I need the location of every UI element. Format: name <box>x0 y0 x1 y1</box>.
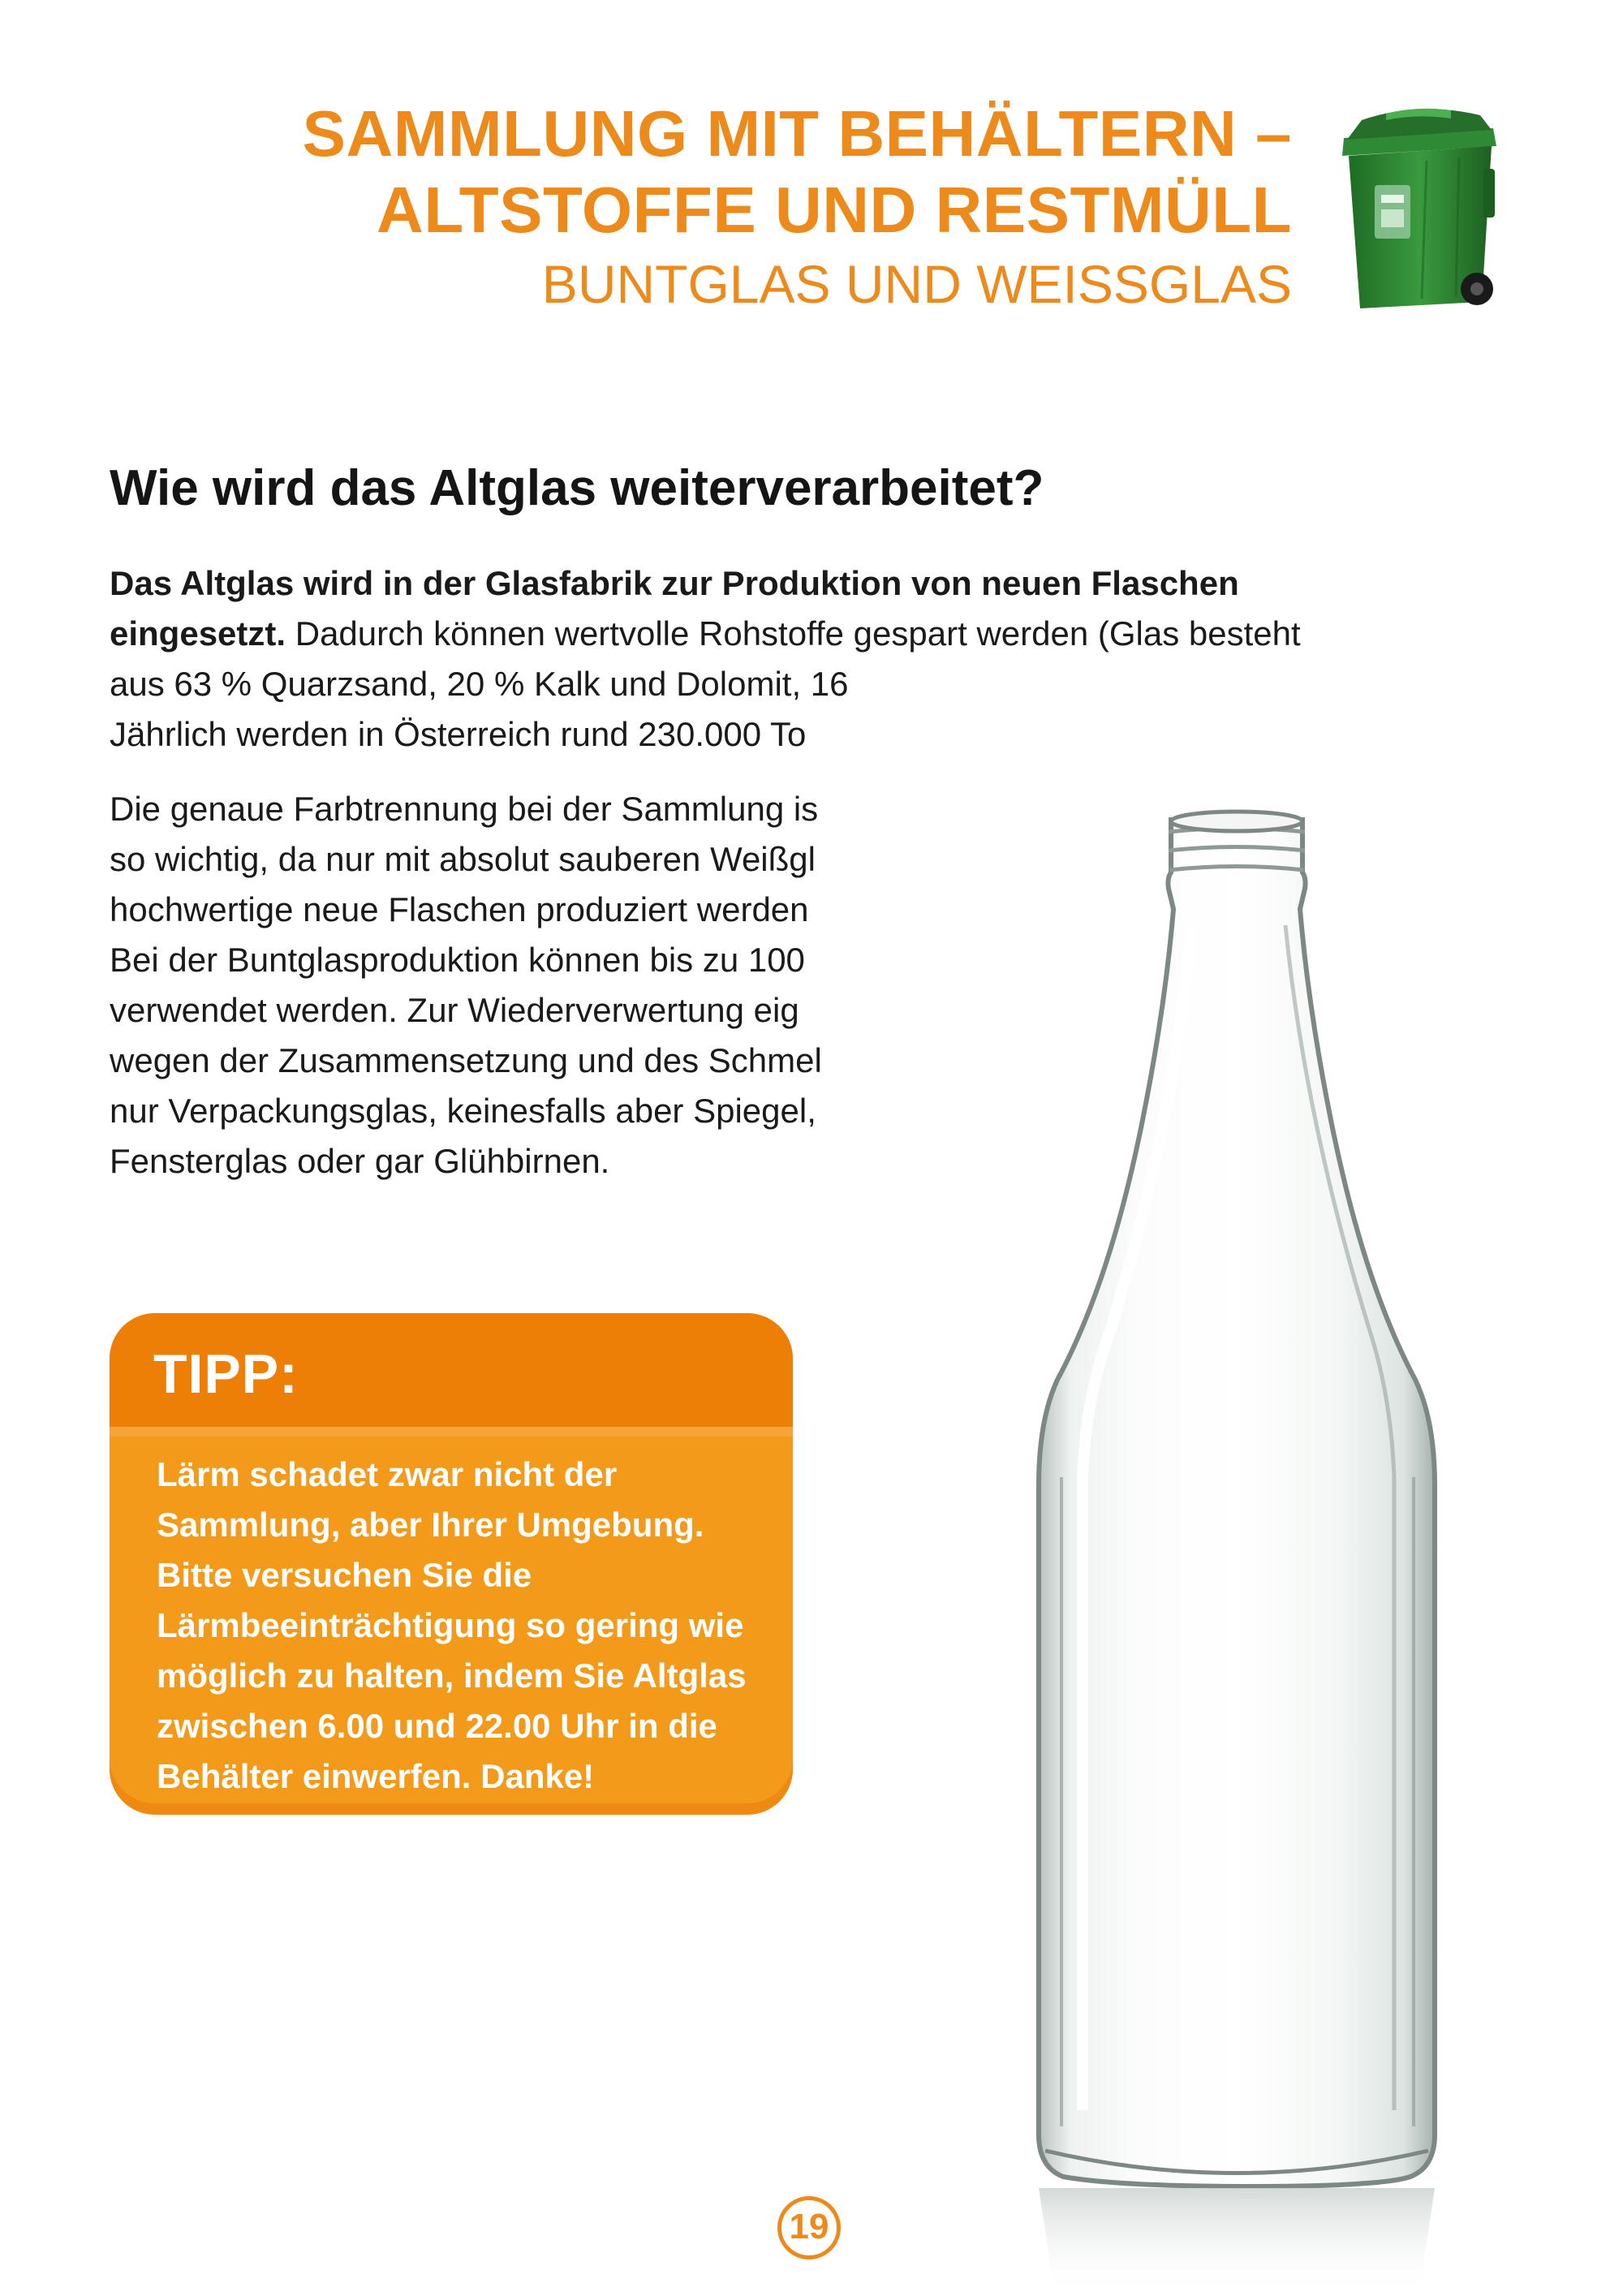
tip-line: Lärmbeeinträchtigung so gering wie <box>157 1606 744 1644</box>
paragraph-2-line: verwendet werden. Zur Wiederverwertung eig <box>110 991 799 1029</box>
section-heading: Wie wird das Altglas weiterverarbeitet? <box>110 460 1044 516</box>
paragraph-1-lead: Das Altglas wird in der Glasfabrik zur Produktion von neuen Flaschen eingesetzt. <box>110 564 1239 653</box>
paragraph-1-line3: Jährlich werden in Österreich rund 230.000 To <box>110 715 807 753</box>
page-header <box>303 96 1292 317</box>
paragraph-1 <box>110 558 1375 760</box>
paragraph-2-line: Fensterglas oder gar Glühbirnen. <box>110 1142 610 1180</box>
paragraph-1-rest: Dadurch können wertvolle Rohstoffe gespart werden (Glas besteht <box>286 614 1301 653</box>
paragraph-2-line: wegen der Zusammensetzung und des Schmel <box>110 1041 822 1079</box>
paragraph-1-line2: aus 63 % Quarzsand, 20 % Kalk und Dolomit, 16 <box>110 665 849 703</box>
tip-divider <box>110 1427 793 1437</box>
header-title-line1: SAMMLUNG MIT BEHÄLTERN – <box>302 97 1292 170</box>
tip-title: TIPP: <box>153 1343 299 1405</box>
tip-text <box>157 1450 773 1802</box>
page-number: 19 <box>777 2196 841 2259</box>
paragraph-2 <box>110 784 1375 1187</box>
header-subtitle: BUNTGLAS UND WEISSGLAS <box>541 254 1292 314</box>
tip-line: möglich zu halten, indem Sie Altglas <box>157 1656 747 1695</box>
tip-line: Sammlung, aber Ihrer Umgebung. <box>157 1506 704 1544</box>
paragraph-2-line: Die genaue Farbtrennung bei der Sammlung is <box>110 790 819 828</box>
header-title-line2: ALTSTOFFE UND RESTMÜLL <box>377 174 1292 246</box>
tip-line: Bitte versuchen Sie die <box>157 1556 532 1594</box>
tip-line: zwischen 6.00 und 22.00 Uhr in die <box>157 1707 717 1745</box>
tip-box <box>110 1313 793 1815</box>
paragraph-2-line: nur Verpackungsglas, keinesfalls aber Spiegel, <box>110 1092 816 1130</box>
waste-bin-icon <box>1337 96 1500 315</box>
tip-line: Lärm schadet zwar nicht der <box>157 1455 618 1493</box>
paragraph-2-line: hochwertige neue Flaschen produziert werden <box>110 890 809 928</box>
paragraph-2-line: Bei der Buntglasproduktion können bis zu 100 <box>110 941 805 979</box>
tip-header <box>110 1313 793 1427</box>
tip-line: Behälter einwerfen. Danke! <box>157 1757 595 1795</box>
article-body <box>110 558 1375 1187</box>
paragraph-2-line: so wichtig, da nur mit absolut sauberen Weißgl <box>110 840 816 878</box>
